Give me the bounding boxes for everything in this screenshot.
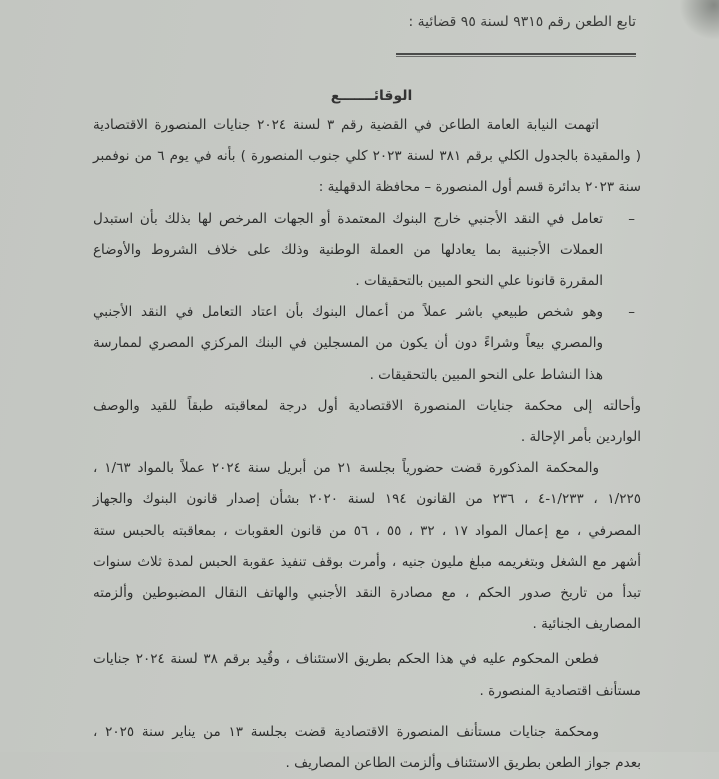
text-line: سنة ٢٠٢٣ بدائرة قسم أول المنصورة – محافظة الدقهلية : xyxy=(318,179,641,196)
text-line: ومحكمة جنايات مستأنف المنصورة الاقتصادية قضت بجلسة ١٣ من يناير سنة ٢٠٢٥ ، xyxy=(93,723,599,740)
text-line: مستأنف اقتصادية المنصورة . xyxy=(479,682,641,699)
text-line: تعامل في النقد الأجنبي خارج البنوك المعتمدة أو الجهات المرخص لها بذلك بأن استبدل xyxy=(93,210,603,227)
section-title xyxy=(0,88,719,104)
text-line: المصاريف الجنائية . xyxy=(532,616,641,633)
document-header: تابع الطعن رقم ٩٣١٥ لسنة ٩٥ قضائية : xyxy=(408,14,636,30)
text-line: ( والمقيدة بالجدول الكلي برقم ٣٨١ لسنة ٢٠٢٣ كلي جنوب المنصورة ) بأنه في يوم ٦ من نوفمبر xyxy=(93,148,641,165)
text-line: المقررة قانونا علي النحو المبين بالتحقيقات . xyxy=(355,273,603,290)
charge-item-2 xyxy=(93,297,641,391)
text-line: ١/٢٢٥ ، ١/٢٣٣-٤ ، ٢٣٦ من القانون ١٩٤ لسنة ٢٠٢٠ بشأن إصدار قانون البنوك والجهاز xyxy=(93,491,641,508)
section-title-text: الوقائـــــــع xyxy=(330,88,413,104)
text-line: أشهر مع الشغل وبتغريمه مبلغ مليون جنيه ، وأمرت بوقف تنفيذ عقوبة الحبس لمدة ثلاث سنوات xyxy=(93,553,641,570)
text-line: تبدأ من تاريخ صدور الحكم ، مع مصادرة النقد الأجنبي والهاتف النقال المضبوطين وألزمته xyxy=(93,585,641,602)
text-line: وأحالته إلى محكمة جنايات المنصورة الاقتصادية أول درجة لمعاقبته طبقاً للقيد والوصف xyxy=(93,397,641,414)
header-divider xyxy=(396,53,636,57)
text-line: اتهمت النيابة العامة الطاعن في القضية رقم ٣ لسنة ٢٠٢٤ جنايات المنصورة الاقتصادية xyxy=(93,117,599,133)
spacer xyxy=(93,707,641,717)
text-line: والمحكمة المذكورة قضت حضورياً بجلسة ٢١ من أبريل سنة ٢٠٢٤ عملاً بالمواد ١/٦٣ ، xyxy=(93,460,599,477)
paragraph-appeal-ruling xyxy=(93,717,641,779)
paragraph-appeal xyxy=(93,644,641,706)
paragraph-first-ruling xyxy=(93,453,641,640)
text-line: المصرفي ، مع إعمال المواد ١٧ ، ٣٢ ، ٥٥ ، ٥٦ من قانون العقوبات ، بمعاقبته بالحبس ستة xyxy=(93,522,641,539)
text-line: هذا النشاط على النحو المبين بالتحقيقات . xyxy=(369,366,603,383)
charge-item-1 xyxy=(93,204,641,298)
text-line: فطعن المحكوم عليه في هذا الحكم بطريق الاستئناف ، وقُيد برقم ٣٨ لسنة ٢٠٢٤ جنايات xyxy=(93,651,600,668)
dash-bullet-icon: – xyxy=(628,304,635,321)
document-body xyxy=(93,110,641,779)
text-line: بعدم جواز الطعن بطريق الاستئناف وألزمت الطاعن المصاريف . xyxy=(285,755,641,772)
paragraph-accusation xyxy=(93,110,641,204)
paragraph-referral xyxy=(93,391,641,453)
text-line: والمصري بيعاً وشراءً دون أن يكون من المسجلين في البنك المركزي المصري لممارسة xyxy=(93,335,603,352)
text-line: وهو شخص طبيعي باشر عملاً من أعمال البنوك بأن اعتاد التعامل في النقد الأجنبي xyxy=(93,304,603,321)
text-line: العملات الأجنبية بما يعادلها من العملة الوطنية وذلك على خلاف الشروط والأوضاع xyxy=(93,241,603,258)
text-line: الواردين بأمر الإحالة . xyxy=(520,429,641,446)
dash-bullet-icon: – xyxy=(628,210,635,227)
